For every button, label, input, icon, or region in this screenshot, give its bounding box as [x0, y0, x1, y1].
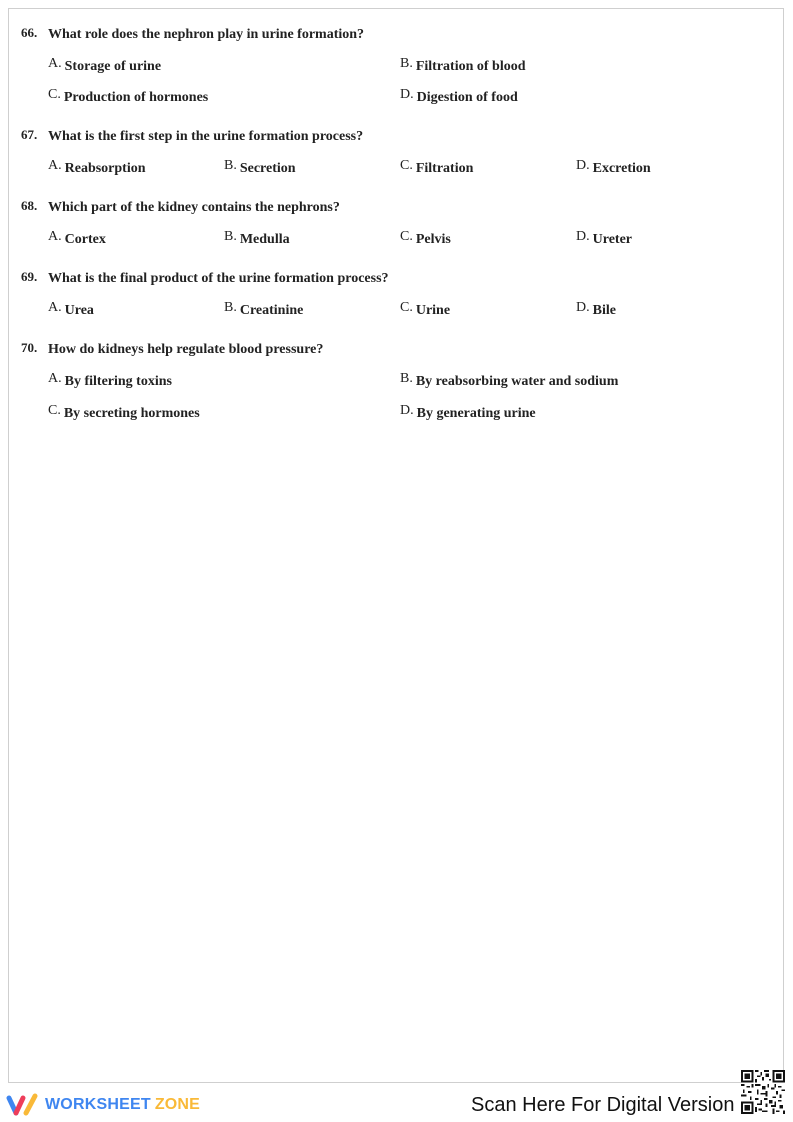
option-b[interactable]	[400, 372, 618, 390]
question-text: What is the first step in the urine formation process?	[48, 129, 364, 144]
option-d[interactable]	[576, 159, 651, 177]
question-text: Which part of the kidney contains the nephrons?	[48, 200, 340, 215]
question-number: 70.	[21, 340, 38, 355]
option-b[interactable]	[224, 230, 290, 248]
question-number: 69.	[21, 269, 38, 284]
option-letter: C.	[400, 229, 413, 244]
question-text: What role does the nephron play in urine formation?	[48, 27, 365, 42]
option-letter: D.	[576, 158, 590, 173]
option-b[interactable]	[224, 301, 303, 319]
scan-caption: Scan Here For Digital Version	[471, 1094, 735, 1116]
option-text: Secretion	[239, 161, 296, 176]
question-text: How do kidneys help regulate blood pressure?	[48, 342, 324, 357]
option-letter: D.	[576, 229, 590, 244]
option-letter: D.	[400, 87, 414, 102]
option-text: Production of hormones	[63, 90, 209, 105]
option-c[interactable]	[400, 230, 451, 248]
logo-wordmark	[45, 1096, 200, 1114]
option-text: Ureter	[592, 232, 632, 247]
option-a[interactable]	[48, 301, 94, 319]
option-a[interactable]	[48, 230, 106, 248]
option-text: By secreting hormones	[63, 406, 200, 421]
option-text: Storage of urine	[64, 59, 162, 74]
option-text: Filtration of blood	[415, 59, 526, 74]
option-a[interactable]	[48, 159, 146, 177]
question-number: 66.	[21, 25, 38, 40]
option-letter: B.	[400, 56, 413, 71]
option-letter: B.	[224, 229, 237, 244]
option-letter: A.	[48, 229, 62, 244]
option-a[interactable]	[48, 57, 161, 75]
option-letter: D.	[400, 403, 414, 418]
logo-word-worksheet: WORKSHEET	[45, 1096, 151, 1113]
option-c[interactable]	[400, 301, 450, 319]
question-number: 68.	[21, 198, 38, 213]
option-text: Urine	[415, 303, 451, 318]
worksheetzone-logo-icon	[6, 1093, 40, 1117]
question-text: What is the final product of the urine formation process?	[48, 271, 389, 286]
option-text: Bile	[592, 303, 616, 318]
option-letter: B.	[224, 158, 237, 173]
option-letter: A.	[48, 158, 62, 173]
option-letter: C.	[400, 300, 413, 315]
option-a[interactable]	[48, 372, 172, 390]
option-letter: B.	[400, 371, 413, 386]
option-text: Cortex	[64, 232, 106, 247]
option-text: Pelvis	[415, 232, 451, 247]
option-text: Creatinine	[239, 303, 304, 318]
option-letter: A.	[48, 300, 62, 315]
option-c[interactable]	[48, 404, 200, 422]
option-letter: D.	[576, 300, 590, 315]
option-letter: A.	[48, 371, 62, 386]
option-text: Medulla	[239, 232, 290, 247]
option-b[interactable]	[224, 159, 296, 177]
option-d[interactable]	[576, 230, 632, 248]
logo-word-zone: ZONE	[154, 1096, 201, 1113]
option-d[interactable]	[400, 404, 536, 422]
option-letter: A.	[48, 56, 62, 71]
option-text: By generating urine	[416, 406, 536, 421]
option-text: Digestion of food	[416, 90, 518, 105]
option-letter: B.	[224, 300, 237, 315]
option-letter: C.	[400, 158, 413, 173]
option-text: By reabsorbing water and sodium	[415, 374, 619, 389]
option-d[interactable]	[400, 88, 518, 106]
qr-code-icon[interactable]	[741, 1070, 785, 1114]
option-text: Reabsorption	[64, 161, 146, 176]
option-text: By filtering toxins	[64, 374, 172, 389]
option-letter: C.	[48, 87, 61, 102]
option-c[interactable]	[48, 88, 208, 106]
option-text: Filtration	[415, 161, 474, 176]
option-text: Urea	[64, 303, 94, 318]
option-letter: C.	[48, 403, 61, 418]
option-d[interactable]	[576, 301, 616, 319]
option-text: Excretion	[592, 161, 651, 176]
option-b[interactable]	[400, 57, 526, 75]
question-number: 67.	[21, 127, 38, 142]
option-c[interactable]	[400, 159, 473, 177]
worksheetzone-logo[interactable]	[6, 1092, 200, 1118]
